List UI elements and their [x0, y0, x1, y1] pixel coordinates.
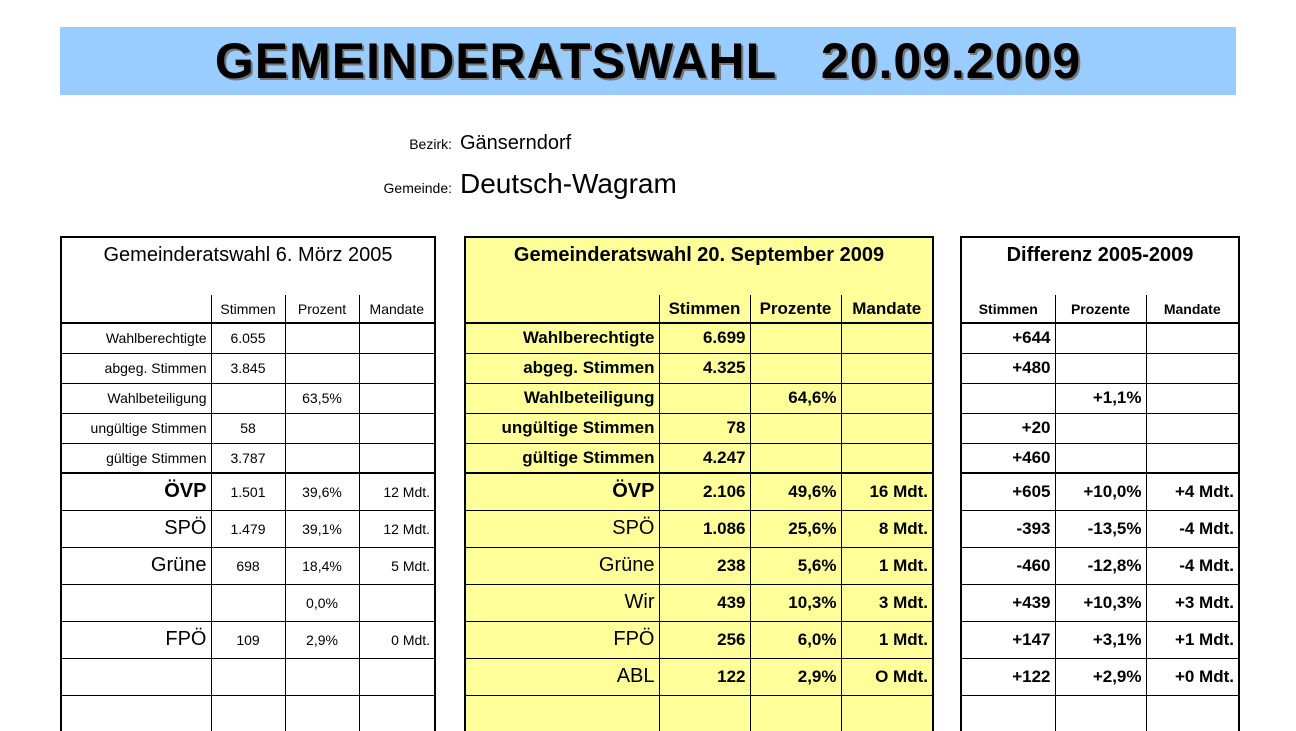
table-cell: 0,0% [285, 584, 359, 621]
row-label [61, 695, 211, 731]
table-cell [659, 383, 750, 413]
table-cell: 6.699 [659, 323, 750, 353]
table-cell: 2,9% [750, 658, 841, 695]
row-label: ABL [465, 658, 659, 695]
table-cell: 18,4% [285, 547, 359, 584]
table-row [465, 584, 933, 621]
table-cell [211, 695, 285, 731]
table-cell: +3,1% [1055, 621, 1146, 658]
table-cell [750, 353, 841, 383]
row-label: gültige Stimmen [465, 443, 659, 473]
table-cell [841, 323, 933, 353]
table-cell: 5 Mdt. [359, 547, 435, 584]
column-header: Mandate [359, 295, 435, 323]
row-label: Wir [465, 584, 659, 621]
row-label: Wahlbeteiligung [465, 383, 659, 413]
table-cell [359, 658, 435, 695]
table-cell: 58 [211, 413, 285, 443]
table-cell: +4 Mdt. [1146, 473, 1239, 510]
table-cell: 63,5% [285, 383, 359, 413]
row-label: abgeg. Stimmen [465, 353, 659, 383]
row-label: Grüne [61, 547, 211, 584]
table-cell: +480 [961, 353, 1055, 383]
table-cell [841, 695, 933, 731]
column-header: Prozent [285, 295, 359, 323]
table-row [465, 510, 933, 547]
table-title: Gemeinderatswahl 6. Mörz 2005 [61, 237, 435, 295]
table-row [961, 443, 1239, 473]
table-cell: +10,0% [1055, 473, 1146, 510]
table-row [961, 383, 1239, 413]
table-cell [359, 353, 435, 383]
table-cell [841, 443, 933, 473]
table-cell: -12,8% [1055, 547, 1146, 584]
row-label: FPÖ [465, 621, 659, 658]
column-header: Mandate [1146, 295, 1239, 323]
table-row [465, 413, 933, 443]
gemeinde-label: Gemeinde: [383, 180, 452, 196]
table-cell: +0 Mdt. [1146, 658, 1239, 695]
table-cell: 64,6% [750, 383, 841, 413]
row-label: gültige Stimmen [61, 443, 211, 473]
table-row [61, 413, 435, 443]
table-cell [285, 353, 359, 383]
table-cell: 1 Mdt. [841, 621, 933, 658]
table-cell: 49,6% [750, 473, 841, 510]
table-cell [961, 695, 1055, 731]
table-cell: 4.325 [659, 353, 750, 383]
table-cell [1055, 413, 1146, 443]
table-cell [1146, 383, 1239, 413]
table-cell [750, 443, 841, 473]
table-cell [659, 695, 750, 731]
table-row [465, 658, 933, 695]
column-header: Stimmen [659, 295, 750, 323]
table-row [465, 323, 933, 353]
table-cell: +1 Mdt. [1146, 621, 1239, 658]
table-row [61, 695, 435, 731]
row-label: SPÖ [465, 510, 659, 547]
table-row [61, 510, 435, 547]
title-row [61, 237, 435, 295]
header-row [465, 295, 933, 323]
table-row [465, 353, 933, 383]
title-row [961, 237, 1239, 295]
table-cell: 12 Mdt. [359, 473, 435, 510]
table-cell: +460 [961, 443, 1055, 473]
table-title: Gemeinderatswahl 20. September 2009 [465, 237, 933, 295]
table-cell [841, 353, 933, 383]
gemeinde-row [0, 168, 677, 200]
table-cell: +20 [961, 413, 1055, 443]
table-cell: 1.501 [211, 473, 285, 510]
header-row [61, 295, 435, 323]
page-title: GEMEINDERATSWAHL 20.09.2009 [214, 33, 1082, 89]
table-cell: 122 [659, 658, 750, 695]
title-row [465, 237, 933, 295]
table-cell: 3 Mdt. [841, 584, 933, 621]
table-row [61, 443, 435, 473]
table-cell: -4 Mdt. [1146, 510, 1239, 547]
table-cell: 4.247 [659, 443, 750, 473]
table-row [465, 473, 933, 510]
table-cell [359, 323, 435, 353]
table-row [465, 547, 933, 584]
table-row [961, 695, 1239, 731]
table-cell [359, 443, 435, 473]
table-cell: 10,3% [750, 584, 841, 621]
table-row [961, 621, 1239, 658]
table-cell: 3.787 [211, 443, 285, 473]
bezirk-value: Gänserndorf [460, 132, 572, 154]
table-row [961, 510, 1239, 547]
table-cell: 39,6% [285, 473, 359, 510]
results-2009-table [464, 236, 934, 731]
table-cell: 16 Mdt. [841, 473, 933, 510]
row-label: ÖVP [61, 473, 211, 510]
table-row [61, 353, 435, 383]
table-cell: O Mdt. [841, 658, 933, 695]
column-header: Mandate [841, 295, 933, 323]
table-cell [359, 413, 435, 443]
table-cell: +147 [961, 621, 1055, 658]
row-label: Grüne [465, 547, 659, 584]
table-cell [961, 383, 1055, 413]
table-cell: 238 [659, 547, 750, 584]
row-label: Wahlberechtigte [61, 323, 211, 353]
table-cell [285, 443, 359, 473]
table-row [61, 621, 435, 658]
table-row [61, 323, 435, 353]
table-cell: 2,9% [285, 621, 359, 658]
table-cell: 8 Mdt. [841, 510, 933, 547]
table-cell: 6.055 [211, 323, 285, 353]
table-cell: 25,6% [750, 510, 841, 547]
header-row [961, 295, 1239, 323]
table-cell: 3.845 [211, 353, 285, 383]
results-2005-table [60, 236, 436, 731]
table-row [465, 443, 933, 473]
table-row [61, 658, 435, 695]
table-row [465, 695, 933, 731]
table-cell [750, 323, 841, 353]
row-label [61, 584, 211, 621]
table-cell: 5,6% [750, 547, 841, 584]
table-cell [285, 323, 359, 353]
row-label [465, 695, 659, 731]
row-label [61, 658, 211, 695]
table-cell: +2,9% [1055, 658, 1146, 695]
table-row [961, 323, 1239, 353]
table-cell [1055, 443, 1146, 473]
table-row [961, 584, 1239, 621]
table-cell: 2.106 [659, 473, 750, 510]
table-cell [1055, 695, 1146, 731]
table-cell: 0 Mdt. [359, 621, 435, 658]
table-cell [1055, 323, 1146, 353]
table-cell: -13,5% [1055, 510, 1146, 547]
row-label: Wahlbeteiligung [61, 383, 211, 413]
table-cell: 12 Mdt. [359, 510, 435, 547]
table-row [61, 584, 435, 621]
table-cell [211, 383, 285, 413]
table-cell: +605 [961, 473, 1055, 510]
table-row [961, 547, 1239, 584]
table-cell [211, 658, 285, 695]
table-cell: -4 Mdt. [1146, 547, 1239, 584]
table-row [61, 473, 435, 510]
table-cell [841, 413, 933, 443]
table-cell [285, 413, 359, 443]
table-cell [1146, 443, 1239, 473]
column-header: Stimmen [961, 295, 1055, 323]
table-cell [1146, 353, 1239, 383]
table-cell: 1 Mdt. [841, 547, 933, 584]
row-label: Wahlberechtigte [465, 323, 659, 353]
table-cell [359, 584, 435, 621]
table-row [961, 353, 1239, 383]
table-cell [285, 658, 359, 695]
table-row [961, 658, 1239, 695]
row-label: ungültige Stimmen [61, 413, 211, 443]
table-row [465, 383, 933, 413]
table-cell: +3 Mdt. [1146, 584, 1239, 621]
difference-table [960, 236, 1240, 731]
bezirk-label: Bezirk: [409, 136, 452, 152]
table-cell: +10,3% [1055, 584, 1146, 621]
table-cell [359, 383, 435, 413]
table-cell: +439 [961, 584, 1055, 621]
table-row [961, 413, 1239, 443]
table-cell: -393 [961, 510, 1055, 547]
table-cell: +122 [961, 658, 1055, 695]
table-cell: +644 [961, 323, 1055, 353]
table-cell: 39,1% [285, 510, 359, 547]
table-cell: +1,1% [1055, 383, 1146, 413]
table-cell: 698 [211, 547, 285, 584]
column-header: Prozente [750, 295, 841, 323]
title-banner [60, 27, 1236, 95]
table-cell: 78 [659, 413, 750, 443]
bezirk-row [0, 132, 571, 155]
header-blank [465, 295, 659, 323]
table-cell: 1.479 [211, 510, 285, 547]
table-cell [1055, 353, 1146, 383]
table-row [465, 621, 933, 658]
table-cell [359, 695, 435, 731]
table-cell: 109 [211, 621, 285, 658]
table-cell: 256 [659, 621, 750, 658]
column-header: Prozente [1055, 295, 1146, 323]
row-label: abgeg. Stimmen [61, 353, 211, 383]
table-cell [1146, 695, 1239, 731]
row-label: FPÖ [61, 621, 211, 658]
table-cell [841, 383, 933, 413]
gemeinde-value: Deutsch-Wagram [460, 168, 677, 199]
table-cell [1146, 413, 1239, 443]
table-cell: 439 [659, 584, 750, 621]
table-cell: -460 [961, 547, 1055, 584]
table-cell: 6,0% [750, 621, 841, 658]
table-cell: 1.086 [659, 510, 750, 547]
table-row [961, 473, 1239, 510]
table-cell [750, 413, 841, 443]
table-cell [285, 695, 359, 731]
table-cell [211, 584, 285, 621]
row-label: ungültige Stimmen [465, 413, 659, 443]
table-title: Differenz 2005-2009 [961, 237, 1239, 295]
table-cell [1146, 323, 1239, 353]
table-cell [750, 695, 841, 731]
table-row [61, 547, 435, 584]
row-label: ÖVP [465, 473, 659, 510]
table-row [61, 383, 435, 413]
row-label: SPÖ [61, 510, 211, 547]
column-header: Stimmen [211, 295, 285, 323]
header-blank [61, 295, 211, 323]
